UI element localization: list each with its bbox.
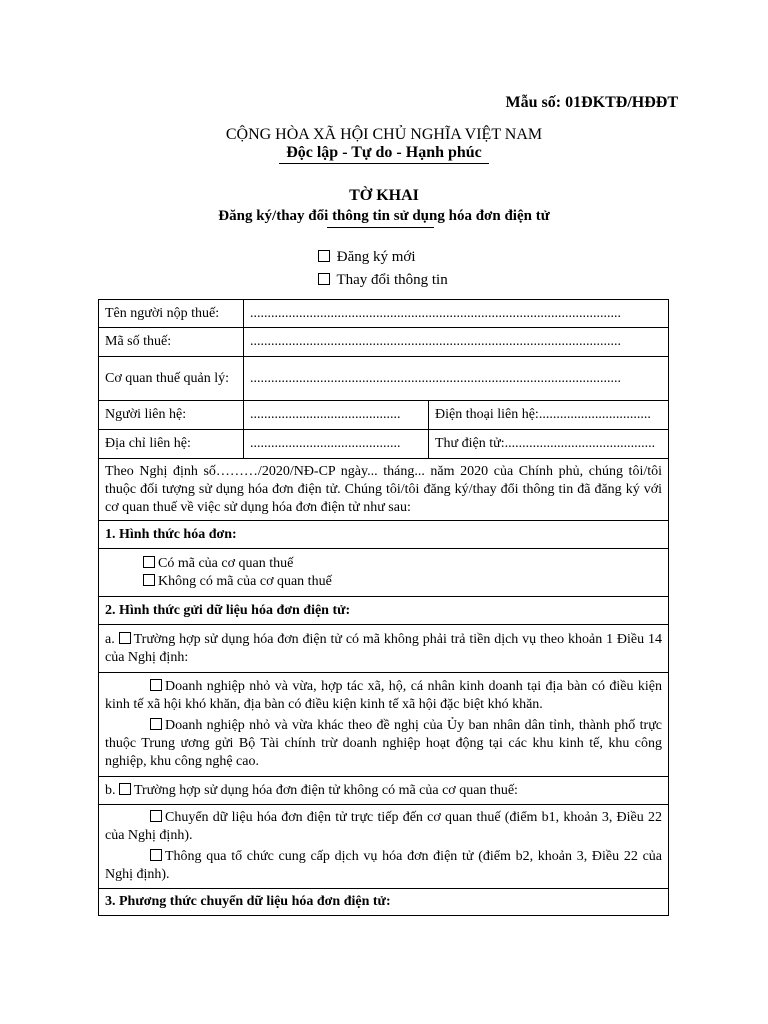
section-2a-options xyxy=(99,673,669,777)
sme-difficult-area-option[interactable] xyxy=(105,678,662,714)
invoice-without-code-option[interactable] xyxy=(143,573,662,591)
invoice-with-code-option[interactable] xyxy=(143,555,662,573)
sme-other-option[interactable] xyxy=(105,717,662,771)
tax-code-label: Mã số thuế: xyxy=(99,328,244,357)
motto-underline xyxy=(279,163,489,164)
section-2-title: 2. Hình thức gửi dữ liệu hóa đơn điện tử: xyxy=(99,597,669,625)
option-label: Không có mã của cơ quan thuế xyxy=(158,573,332,589)
contact-phone-cell[interactable] xyxy=(429,401,669,430)
national-header xyxy=(0,126,768,164)
checkbox-icon[interactable] xyxy=(119,632,131,644)
section-2a-text: Trường hợp sử dụng hóa đơn điện tử có mã không phải trả tiền dịch vụ theo khoản 1 Điều 14 của Nghị định: xyxy=(105,631,663,665)
service-provider-option[interactable] xyxy=(105,848,662,884)
section-1-options xyxy=(99,549,669,597)
checkbox-icon[interactable] xyxy=(119,783,131,795)
checkbox-icon[interactable] xyxy=(143,556,155,568)
checkbox-icon[interactable] xyxy=(150,849,162,861)
option-label: Có mã của cơ quan thuế xyxy=(158,555,294,571)
taxpayer-name-label: Tên người nộp thuế: xyxy=(99,300,244,328)
document-title: TỜ KHAI xyxy=(349,187,419,204)
tax-office-field[interactable]: .......................................................................................................... xyxy=(244,357,669,401)
country-name: CỘNG HÒA XÃ HỘI CHỦ NGHĨA VIỆT NAM xyxy=(225,126,543,143)
checkbox-icon[interactable] xyxy=(318,250,330,262)
taxpayer-name-field[interactable]: .......................................................................................................... xyxy=(244,300,669,328)
email-cell[interactable] xyxy=(429,430,669,459)
checkbox-icon[interactable] xyxy=(150,718,162,730)
checkbox-icon[interactable] xyxy=(318,273,330,285)
option-new-registration[interactable] xyxy=(318,246,448,269)
option-change-info[interactable] xyxy=(318,269,448,292)
national-motto: Độc lập - Tự do - Hạnh phúc xyxy=(286,144,482,161)
option-label: Doanh nghiệp nhỏ và vừa, hợp tác xã, hộ, cá nhân kinh doanh tại địa bàn có điều kiện kinh tế xã hội khó khăn, địa bàn có điều kiện kinh tế xã hội đặc biệt khó khăn. xyxy=(105,679,662,712)
item-prefix: b. xyxy=(105,782,116,798)
email-label: Thư điện tử: xyxy=(435,436,505,451)
contact-person-field[interactable]: ........................................... xyxy=(244,401,429,430)
contact-address-label: Địa chỉ liên hệ: xyxy=(99,430,244,459)
email-field[interactable]: ........................................... xyxy=(504,436,656,451)
contact-phone-label: Điện thoại liên hệ: xyxy=(435,407,539,422)
contact-phone-field[interactable]: ................................ xyxy=(538,407,651,422)
item-prefix: a. xyxy=(105,631,115,647)
tax-office-label: Cơ quan thuế quản lý: xyxy=(99,357,244,401)
checkbox-icon[interactable] xyxy=(143,574,155,586)
checkbox-icon[interactable] xyxy=(150,810,162,822)
section-2b-text: Trường hợp sử dụng hóa đơn điện tử không có mã của cơ quan thuế: xyxy=(134,782,518,798)
contact-address-field[interactable]: ........................................... xyxy=(244,430,429,459)
intro-paragraph: Theo Nghị định số………/2020/NĐ-CP ngày... tháng... năm 2020 của Chính phủ, chúng tôi/tôi thuộc đối tượng sử dụng hóa đơn điện tử. Chúng tôi/tôi đăng ký/thay đổi thông tin đã đăng ký với cơ quan thuế về việc sử dụng hóa đơn điện tử như sau: xyxy=(99,459,669,521)
form-code: Mẫu số: 01ĐKTĐ/HĐĐT xyxy=(505,94,678,111)
option-label: Doanh nghiệp nhỏ và vừa khác theo đề nghị của Ủy ban nhân dân tỉnh, thành phố trực thuộc Trung ương gửi Bộ Tài chính trừ doanh nghiệp hoạt động tại các khu kinh tế, khu công nghiệp, khu công nghệ cao. xyxy=(105,718,662,769)
direct-transfer-option[interactable] xyxy=(105,809,662,845)
section-2b[interactable] xyxy=(99,777,669,805)
registration-type-group xyxy=(318,246,448,292)
contact-person-label: Người liên hệ: xyxy=(99,401,244,430)
subtitle-underline xyxy=(327,227,434,228)
document-subtitle: Đăng ký/thay đổi thông tin sử dụng hóa đơn điện tử xyxy=(218,208,550,224)
section-3-title: 3. Phương thức chuyển dữ liệu hóa đơn điện tử: xyxy=(99,889,669,916)
option-label: Đăng ký mới xyxy=(336,249,416,265)
declaration-table xyxy=(98,299,669,916)
section-1-title: 1. Hình thức hóa đơn: xyxy=(99,521,669,549)
option-label: Chuyển dữ liệu hóa đơn điện tử trực tiếp đến cơ quan thuế (điểm b1, khoản 3, Điều 22 của Nghị định). xyxy=(105,810,662,843)
checkbox-icon[interactable] xyxy=(150,679,162,691)
section-2a[interactable] xyxy=(99,625,669,673)
option-label: Thay đổi thông tin xyxy=(336,272,448,288)
tax-code-field[interactable]: .......................................................................................................... xyxy=(244,328,669,357)
option-label: Thông qua tổ chức cung cấp dịch vụ hóa đơn điện tử (điểm b2, khoản 3, Điều 22 của Nghị định). xyxy=(105,849,662,882)
section-2b-options xyxy=(99,805,669,889)
